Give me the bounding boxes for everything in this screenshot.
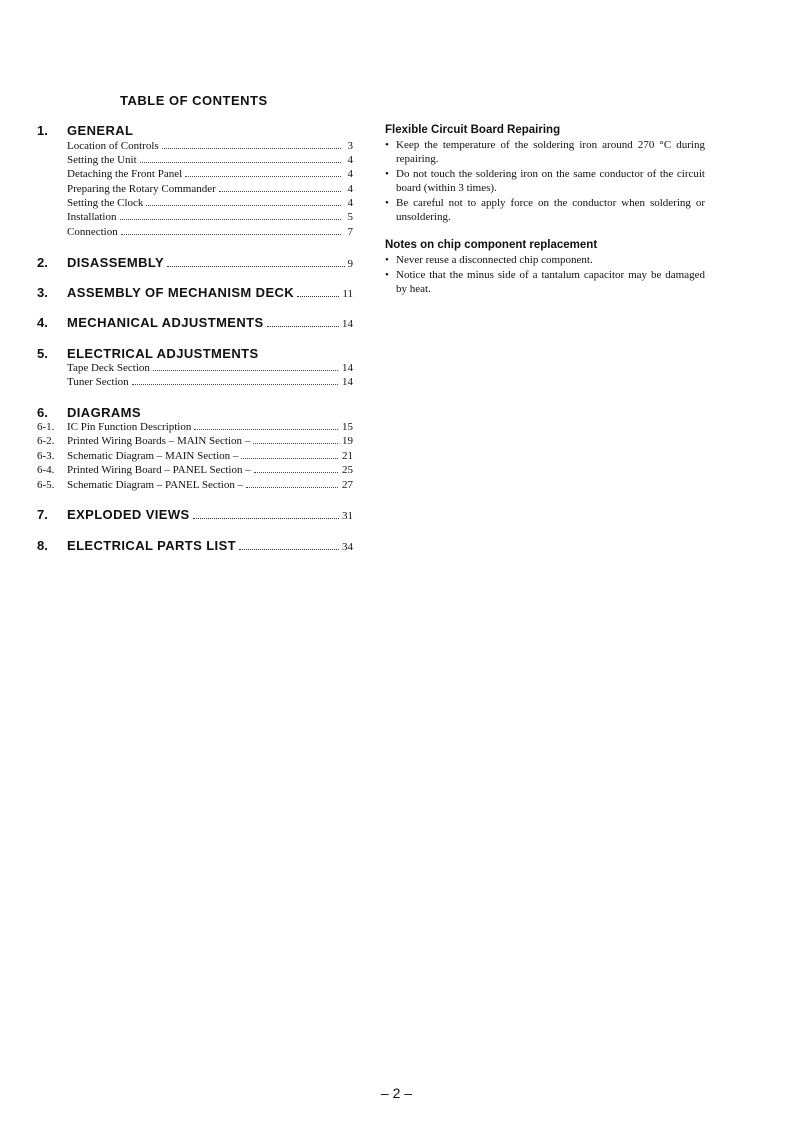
section-number: 5. [37, 346, 48, 361]
dot-leader [132, 384, 338, 385]
section-number: 8. [37, 538, 48, 553]
toc-entry[interactable] [37, 450, 353, 462]
section-label: ASSEMBLY OF MECHANISM DECK [67, 285, 295, 300]
section-page: 31 [342, 510, 353, 522]
dot-leader [140, 162, 341, 163]
toc-entry[interactable] [37, 154, 353, 166]
section-number: 6. [37, 405, 48, 420]
section-number: 3. [37, 285, 48, 300]
list-item [385, 196, 705, 225]
section-label: ELECTRICAL ADJUSTMENTS [67, 346, 259, 361]
toc-entry-page: 25 [342, 464, 353, 476]
chip-replacement-list [385, 253, 705, 296]
dot-leader [162, 148, 341, 149]
section-number: 4. [37, 315, 48, 330]
toc-entry-label: Tape Deck Section [67, 362, 150, 374]
toc-entry-label: IC Pin Function Description [67, 421, 192, 433]
toc-entry-page: 7 [347, 226, 353, 238]
toc-entry[interactable] [37, 479, 353, 491]
toc-entry[interactable] [37, 376, 353, 388]
section-number: 1. [37, 123, 48, 138]
toc-title: TABLE OF CONTENTS [120, 93, 268, 108]
toc-entry-page: 15 [342, 421, 353, 433]
toc-entry-label: Schematic Diagram – PANEL Section – [67, 479, 244, 491]
dot-leader [297, 296, 339, 297]
dot-leader [121, 234, 341, 235]
toc-entry-label: Connection [67, 226, 118, 238]
toc-entry-page: 14 [342, 376, 353, 388]
toc-entry-page: 21 [342, 450, 353, 462]
bullet-icon: • [385, 254, 389, 267]
toc-entry-page: 4 [347, 183, 353, 195]
toc-section-disassembly[interactable] [37, 255, 353, 270]
toc-entry-label: Setting the Clock [67, 197, 144, 209]
toc-section-mechanical-adjustments[interactable] [37, 315, 353, 330]
section-label: DISASSEMBLY [67, 255, 165, 270]
dot-leader [193, 518, 339, 519]
section-label: GENERAL [67, 123, 134, 138]
toc-entry-page: 4 [347, 168, 353, 180]
toc-entry-label: Detaching the Front Panel [67, 168, 183, 180]
toc-section-assembly-of-mechanism-deck[interactable] [37, 285, 353, 300]
toc-entry[interactable] [37, 140, 353, 152]
section-label: ELECTRICAL PARTS LIST [67, 538, 236, 553]
toc-entry[interactable] [37, 435, 353, 447]
chip-replacement-title: Notes on chip component replacement [385, 239, 598, 252]
toc-entry-label: Location of Controls [67, 140, 159, 152]
dot-leader [253, 443, 338, 444]
toc-entry-label: Printed Wiring Boards – MAIN Section – [67, 435, 251, 447]
dot-leader [167, 266, 344, 267]
toc-entry-page: 3 [347, 140, 353, 152]
section-number: 2. [37, 255, 48, 270]
toc-entry-page: 19 [342, 435, 353, 447]
toc-entry[interactable] [37, 421, 353, 433]
dot-leader [267, 326, 339, 327]
toc-entry[interactable] [37, 226, 353, 238]
toc-section-diagrams[interactable] [37, 405, 353, 420]
toc-entry-label: Tuner Section [67, 376, 129, 388]
note-text: Never reuse a disconnected chip component. [396, 254, 593, 267]
bullet-icon: • [385, 139, 389, 151]
note-text: Do not touch the soldering iron on the same conductor of the circuit board (within 3 times). [396, 167, 705, 195]
dot-leader [219, 191, 341, 192]
toc-entry-label: Printed Wiring Board – PANEL Section – [67, 464, 251, 476]
dot-leader [254, 472, 338, 473]
toc-entry-label: Setting the Unit [67, 154, 137, 166]
toc-entry-label: Preparing the Rotary Commander [67, 183, 216, 195]
toc-entry[interactable] [37, 183, 353, 195]
toc-entry-number: 6-2. [37, 435, 55, 447]
section-page: 14 [342, 318, 353, 330]
toc-section-exploded-views[interactable] [37, 507, 353, 522]
service-notes [385, 124, 705, 312]
list-item [385, 138, 705, 167]
flexible-board-list [385, 138, 705, 224]
note-text: Be careful not to apply force on the conductor when soldering or unsoldering. [396, 196, 705, 224]
toc-entry-number: 6-5. [37, 479, 55, 491]
toc-entry-number: 6-4. [37, 464, 55, 476]
dot-leader [246, 487, 338, 488]
list-item [385, 268, 705, 297]
dot-leader [241, 458, 338, 459]
section-label: EXPLODED VIEWS [67, 507, 190, 522]
toc-entry-label: Schematic Diagram – MAIN Section – [67, 450, 239, 462]
dot-leader [239, 549, 339, 550]
toc-entry-page: 27 [342, 479, 353, 491]
section-number: 7. [37, 507, 48, 522]
dot-leader [185, 176, 341, 177]
dot-leader [146, 205, 341, 206]
section-label: MECHANICAL ADJUSTMENTS [67, 315, 264, 330]
list-item [385, 253, 705, 267]
toc-entry[interactable] [37, 197, 353, 209]
bullet-icon: • [385, 268, 389, 281]
toc-section-electrical-parts-list[interactable] [37, 538, 353, 553]
toc-entry-page: 14 [342, 362, 353, 374]
bullet-icon: • [385, 196, 389, 209]
toc-entry[interactable] [37, 211, 353, 223]
dot-leader [120, 219, 342, 220]
toc-entry-page: 4 [347, 197, 353, 209]
toc-section-general[interactable] [37, 123, 353, 138]
section-page: 9 [347, 258, 353, 270]
dot-leader [153, 370, 338, 371]
note-text: Notice that the minus side of a tantalum capacitor may be damaged by heat. [396, 268, 705, 296]
toc-entry-page: 5 [347, 211, 353, 223]
bullet-icon: • [385, 167, 389, 180]
toc-entry[interactable] [37, 464, 353, 476]
toc-section-electrical-adjustments[interactable] [37, 346, 353, 361]
page-number: – 2 – [380, 1085, 413, 1101]
toc-entry[interactable] [37, 168, 353, 180]
section-label: DIAGRAMS [67, 405, 141, 420]
toc-entry-page: 4 [347, 154, 353, 166]
toc-entry-label: Installation [67, 211, 117, 223]
toc-entry-number: 6-1. [37, 421, 55, 433]
note-text: Keep the temperature of the soldering iron around 270 °C during repairing. [396, 139, 705, 166]
flexible-board-title: Flexible Circuit Board Repairing [385, 124, 561, 136]
toc-entry-number: 6-3. [37, 450, 55, 462]
list-item [385, 167, 705, 196]
dot-leader [194, 429, 338, 430]
section-page: 11 [342, 288, 353, 300]
toc-entry[interactable] [37, 362, 353, 374]
section-page: 34 [342, 541, 353, 553]
